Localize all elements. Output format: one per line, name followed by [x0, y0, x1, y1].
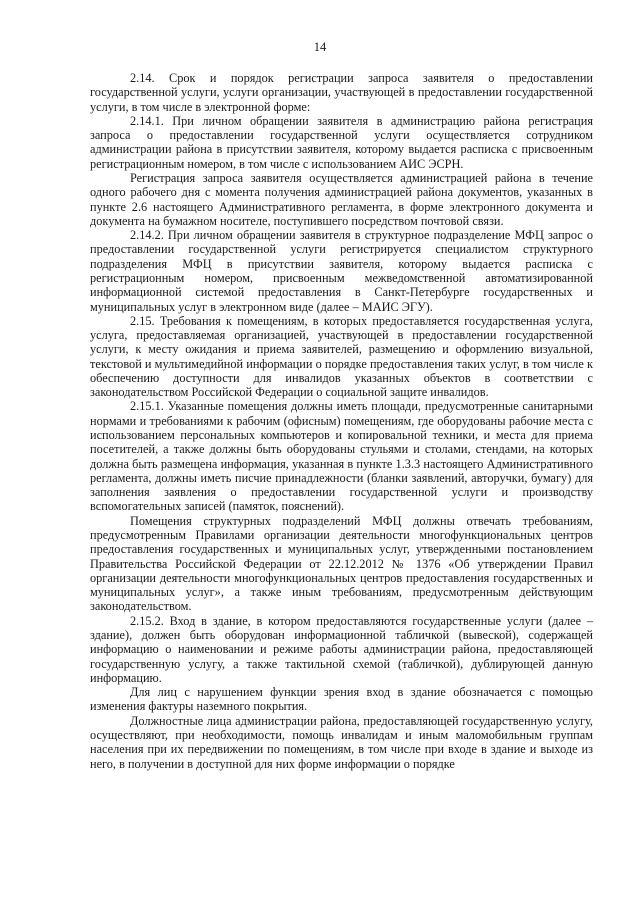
- paragraph-vision-impaired: Для лиц с нарушением функции зрения вход в здание обозначается с помощью изменения фактуры наземного покрытия.: [90, 685, 593, 714]
- paragraph-mfc-premises: Помещения структурных подразделений МФЦ должны отвечать требованиям, предусмотренным Правилами организации деятельности многофункциональных центров предоставления государственных и муниципальных услуг, утвержденными постановлением Правительства Российской Федерации от 22.12.2012 № 1376 «Об утверждении Правил организации деятельности многофункциональных центров предоставления государственных и муниципальных услуг», а также иным требованиям, предусмотренным действующим законодательством.: [90, 513, 593, 614]
- paragraph-2-15-1: 2.15.1. Указанные помещения должны иметь площади, предусмотренные санитарными нормами и требованиями к рабочим (офисным) помещениям, где оборудованы рабочие места с использованием персональных компьютеров и копировальной техники, и места для приема посетителей, а также должны быть оборудованы стульями и столами, стендами, на которых должна быть размещена информация, указанная в пункте 1.3.3 настоящего Административного регламента, должны иметь писчие принадлежности (бланки заявлений, авторучки, бумагу) для заполнения заявления о предоставлении государственной услуги и производству вспомогательных записей (памяток, пояснений).: [90, 399, 593, 514]
- paragraph-2-15-2: 2.15.2. Вход в здание, в котором предоставляются государственные услуги (далее – здание), должен быть оборудован информационной табличкой (вывеской), содержащей информацию о наименовании и режиме работы администрации района, предоставляющей государственную услугу, а также тактильной схемой (табличкой), дублирующей данную информацию.: [90, 613, 593, 685]
- paragraph-2-14-1: 2.14.1. При личном обращении заявителя в администрацию района регистрация запроса о предоставлении государственной услуги осуществляется сотрудником администрации района в присутствии заявителя, которому выдается расписка с присвоенным регистрационным номером, в том числе с использованием АИС ЭСРН.: [90, 113, 593, 171]
- paragraph-officials-assistance: Должностные лица администрации района, предоставляющей государственную услугу, осуществляют, при необходимости, помощь инвалидам и иным маломобильным группам населения при их передвижении по помещениям, в том числе при входе в здание и выходе из него, в получении в доступной для них форме информации о порядке: [90, 713, 593, 771]
- paragraph-registration-term: Регистрация запроса заявителя осуществляется администрацией района в течение одного рабочего дня с момента получения администрацией района документов, указанных в пункте 2.6 настоящего Административного регламента, в форме электронного документа и документа на бумажном носителе, поступившего посредством почтовой связи.: [90, 170, 593, 228]
- page-number: 14: [313, 40, 327, 54]
- paragraph-2-14-2: 2.14.2. При личном обращении заявителя в структурное подразделение МФЦ запрос о предоставлении государственной услуги регистрируется специалистом структурного подразделения МФЦ в присутствии заявителя, которому выдается расписка с регистрационным номером, присвоенным межведомственной автоматизированной информационной системой предоставления в Санкт-Петербурге государственных и муниципальных услуг в электронном виде (далее – МАИС ЭГУ).: [90, 228, 593, 314]
- document-body: [90, 71, 593, 771]
- paragraph-2-15: 2.15. Требования к помещениям, в которых предоставляется государственная услуга, услуга, предоставляемая организацией, участвующей в предоставлении государственной услуги, к месту ожидания и приема заявителей, размещению и оформлению визуальной, текстовой и мультимедийной информации о порядке предоставления таких услуг, в том числе к обеспечению доступности для инвалидов указанных объектов в соответствии с законодательством Российской Федерации о социальной защите инвалидов.: [90, 313, 593, 400]
- paragraph-2-14: 2.14. Срок и порядок регистрации запроса заявителя о предоставлении государственной услуги, услуги организации, участвующей в предоставлении государственной услуги, в том числе в электронной форме:: [90, 71, 593, 114]
